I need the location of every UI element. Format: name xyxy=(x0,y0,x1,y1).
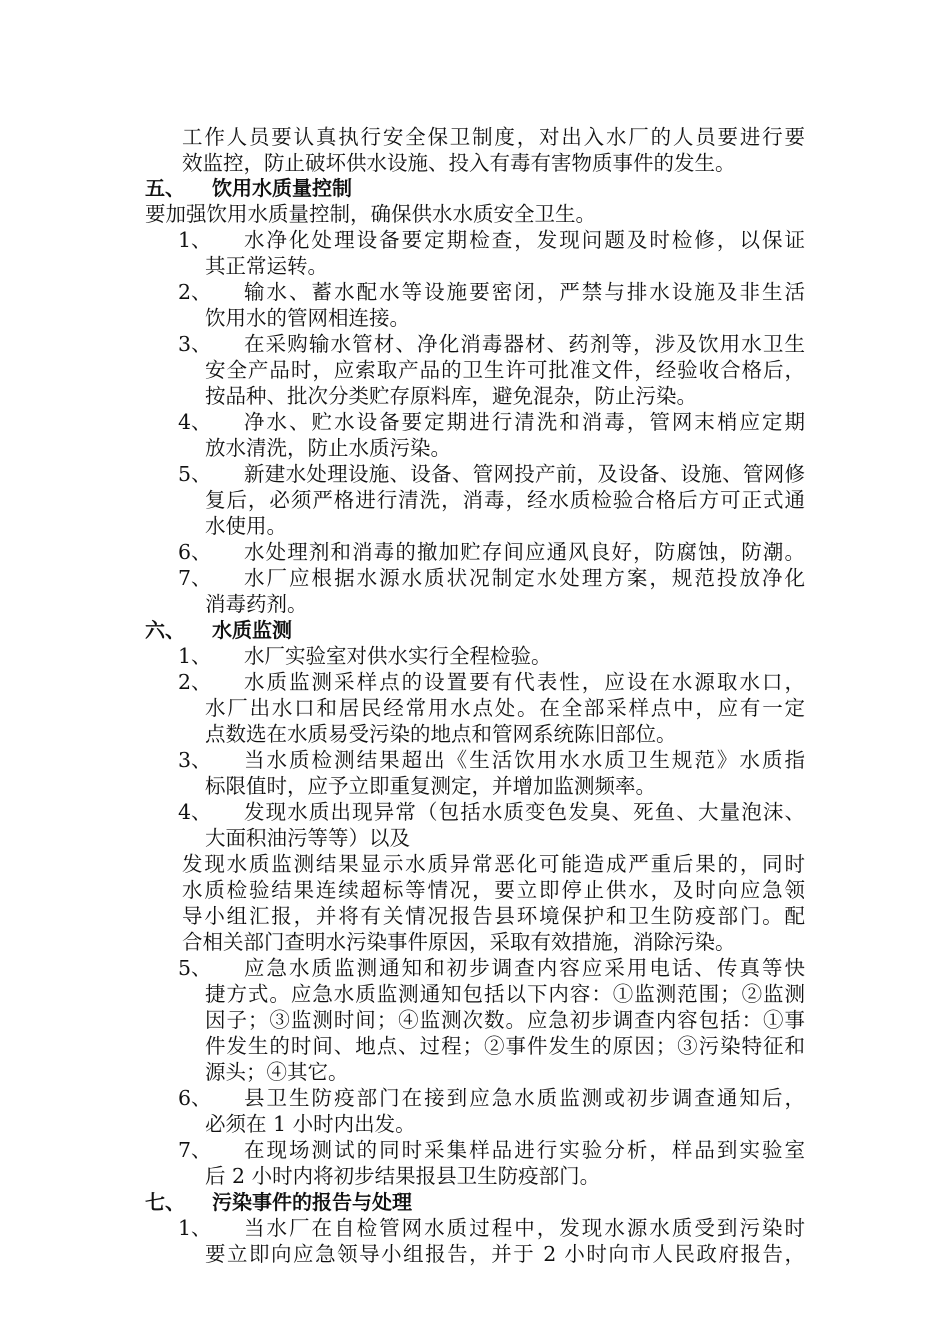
s5-item-5-line-1: 新建水处理设施、设备、管网投产前，及设备、设施、管网修 xyxy=(244,462,805,486)
s5-item-2-number: 2、 xyxy=(178,280,212,304)
s6-item-5-line-5: 源头；④其它。 xyxy=(205,1060,349,1084)
s5-item-5-line-3: 水使用。 xyxy=(205,514,287,538)
s6-item-3-number: 3、 xyxy=(178,748,212,772)
s5-item-1-number: 1、 xyxy=(178,228,212,252)
s7-item-1-number: 1、 xyxy=(178,1216,212,1240)
s5-item-7-line-1: 水厂应根据水源水质状况制定水处理方案，规范投放净化 xyxy=(244,566,805,590)
s6-item-5-number: 5、 xyxy=(178,956,212,980)
s6-para-line-4: 合相关部门查明水污染事件原因，采取有效措施，消除污染。 xyxy=(182,930,736,954)
s5-item-5-line-2: 复后，必须严格进行清洗，消毒，经水质检验合格后方可正式通 xyxy=(205,488,805,512)
s6-item-2-line-1: 水质监测采样点的设置要有代表性，应设在水源取水口， xyxy=(244,670,805,694)
s5-item-4-number: 4、 xyxy=(178,410,212,434)
section-5-number: 五、 xyxy=(145,176,185,200)
s6-item-3-line-1: 当水质检测结果超出《生活饮用水水质卫生规范》水质指 xyxy=(244,748,805,772)
section-7-title: 污染事件的报告与处理 xyxy=(212,1190,412,1214)
s6-item-6-line-1: 县卫生防疫部门在接到应急水质监测或初步调查通知后， xyxy=(244,1086,805,1110)
s7-item-1-line-2: 要立即向应急领导小组报告，并于 2 小时向市人民政府报告， xyxy=(205,1242,805,1266)
s6-item-4-number: 4、 xyxy=(178,800,212,824)
s6-item-2-line-2: 水厂出水口和居民经常用水点处。在全部采样点中，应有一定 xyxy=(205,696,805,720)
s6-item-6-number: 6、 xyxy=(178,1086,212,1110)
s6-item-7-line-1: 在现场测试的同时采集样品进行实验分析，样品到实验室 xyxy=(244,1138,805,1162)
s5-item-5-number: 5、 xyxy=(178,462,212,486)
s5-item-3-line-2: 安全产品时，应索取产品的卫生许可批准文件，经验收合格后， xyxy=(205,358,805,382)
s5-item-2-line-1: 输水、蓄水配水等设施要密闭，严禁与排水设施及非生活 xyxy=(244,280,805,304)
section-5-lead: 要加强饮用水质量控制，确保供水水质安全卫生。 xyxy=(145,202,596,226)
s5-item-2-line-2: 饮用水的管网相连接。 xyxy=(205,306,410,330)
s5-item-7-line-2: 消毒药剂。 xyxy=(205,592,308,616)
s5-item-3-line-1: 在采购输水管材、净化消毒器材、药剂等，涉及饮用水卫生 xyxy=(244,332,805,356)
intro-line-1: 工作人员要认真执行安全保卫制度，对出入水厂的人员要进行要 xyxy=(182,125,805,149)
s5-item-3-line-3: 按品种、批次分类贮存原料库，避免混杂，防止污染。 xyxy=(205,384,697,408)
s6-item-1-line-1: 水厂实验室对供水实行全程检验。 xyxy=(244,644,552,668)
s6-item-7-line-2: 后 2 小时内将初步结果报县卫生防疫部门。 xyxy=(205,1164,601,1188)
s5-item-4-line-2: 放水清洗，防止水质污染。 xyxy=(205,436,451,460)
section-6-number: 六、 xyxy=(145,618,185,642)
s6-item-2-number: 2、 xyxy=(178,670,212,694)
s6-item-5-line-1: 应急水质监测通知和初步调查内容应采用电话、传真等快 xyxy=(244,956,805,980)
s6-item-2-line-3: 点数选在水质易受污染的地点和管网系统陈旧部位。 xyxy=(205,722,677,746)
s6-item-4-line-1: 发现水质出现异常（包括水质变色发臭、死鱼、大量泡沫、 xyxy=(244,800,805,824)
section-6-title: 水质监测 xyxy=(212,618,292,642)
s6-item-5-line-4: 件发生的时间、地点、过程；②事件发生的原因；③污染特征和 xyxy=(205,1034,805,1058)
s6-item-5-line-2: 捷方式。应急水质监测通知包括以下内容：①监测范围；②监测 xyxy=(205,982,805,1006)
s6-item-7-number: 7、 xyxy=(178,1138,212,1162)
s6-item-1-number: 1、 xyxy=(178,644,212,668)
s5-item-1-line-2: 其正常运转。 xyxy=(205,254,328,278)
s6-para-line-3: 导小组汇报，并将有关情况报告县环境保护和卫生防疫部门。配 xyxy=(182,904,805,928)
s6-item-4-line-2: 大面积油污等等）以及 xyxy=(205,826,410,850)
s7-item-1-line-1: 当水厂在自检管网水质过程中，发现水源水质受到污染时 xyxy=(244,1216,805,1240)
s5-item-3-number: 3、 xyxy=(178,332,212,356)
s5-item-6-line-1: 水处理剂和消毒的撤加贮存间应通风良好，防腐蚀，防潮。 xyxy=(244,540,805,564)
s5-item-6-number: 6、 xyxy=(178,540,212,564)
s6-para-line-2: 水质检验结果连续超标等情况，要立即停止供水，及时向应急领 xyxy=(182,878,805,902)
s5-item-1-line-1: 水净化处理设备要定期检查，发现问题及时检修，以保证 xyxy=(244,228,805,252)
s6-item-6-line-2: 必须在 1 小时内出发。 xyxy=(205,1112,416,1136)
s5-item-7-number: 7、 xyxy=(178,566,212,590)
intro-line-2: 效监控，防止破坏供水设施、投入有毒有害物质事件的发生。 xyxy=(182,151,736,175)
s6-item-3-line-2: 标限值时，应予立即重复测定，并增加监测频率。 xyxy=(205,774,656,798)
section-5-title: 饮用水质量控制 xyxy=(212,176,352,200)
s6-item-5-line-3: 因子；③监测时间；④监测次数。应急初步调查内容包括：①事 xyxy=(205,1008,805,1032)
s6-para-line-1: 发现水质监测结果显示水质异常恶化可能造成严重后果的，同时 xyxy=(182,852,805,876)
s5-item-4-line-1: 净水、贮水设备要定期进行清洗和消毒，管网末梢应定期 xyxy=(244,410,805,434)
section-7-number: 七、 xyxy=(145,1190,185,1214)
